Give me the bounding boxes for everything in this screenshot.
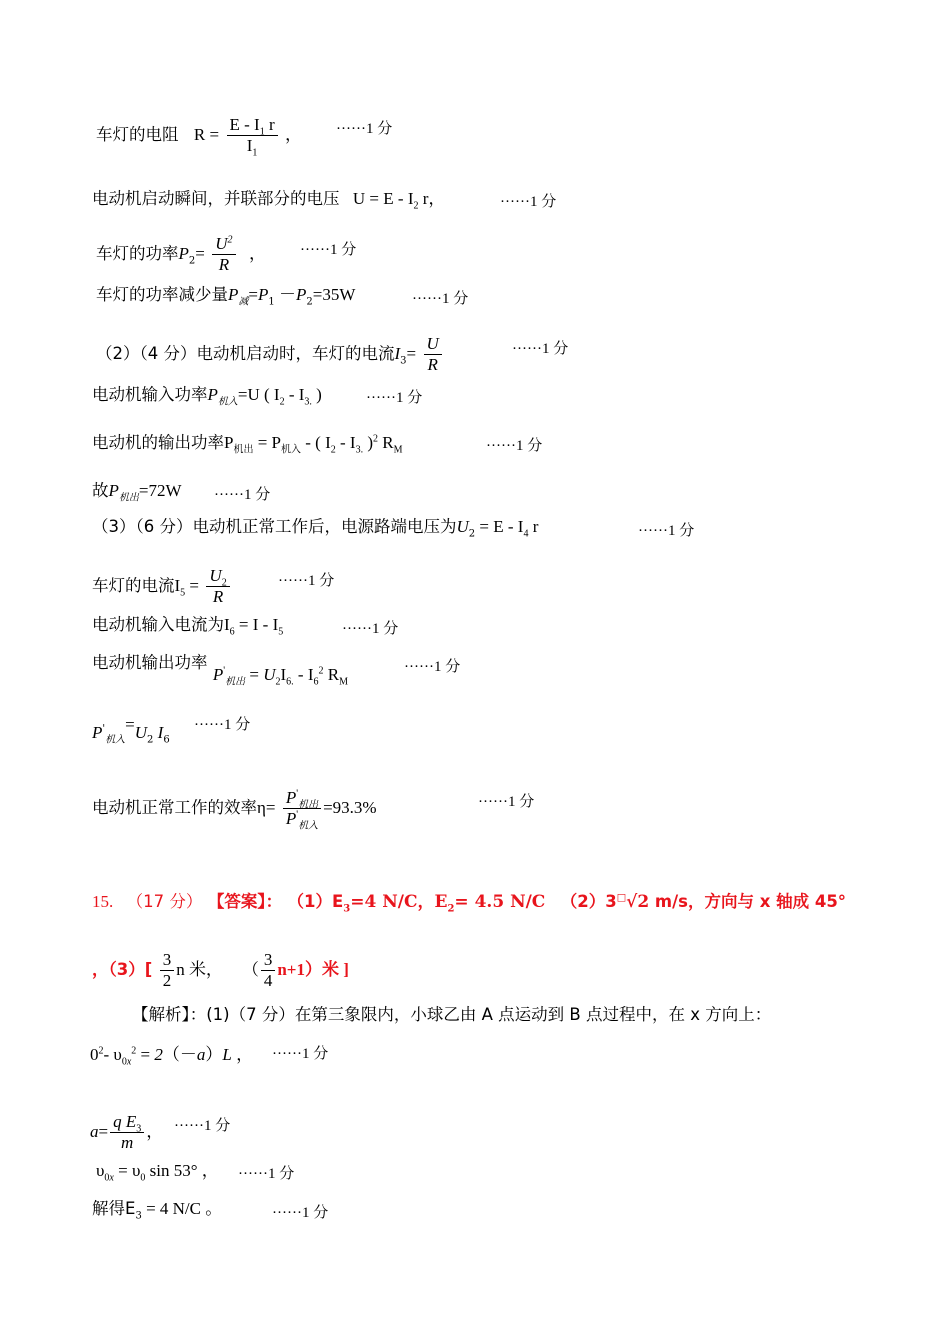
score-mark: ······1 分 <box>478 794 535 810</box>
line-tail: =35W <box>312 285 356 304</box>
line-text: 电动机的输出功率 <box>92 433 224 452</box>
line-text: 车灯的电阻 <box>96 125 179 144</box>
velocity-line: $\upsilon_{0x} = \upsilon_0$ sin 53° ， <box>96 1161 219 1184</box>
answer-part-1: （1）E <box>287 892 344 911</box>
resistance-line: 车灯的电阻 R = $\frac{E - I_1 r}{I_1}$ ， <box>96 115 303 159</box>
terminal-voltage-line: （3）（6 分）电动机正常工作后，电源路端电压为$U_2 = E - I_4$ r <box>92 517 539 540</box>
fraction: $\frac{q E_3}{m}$ <box>110 1112 144 1153</box>
answer-tail: n+1）米 ] <box>277 960 349 979</box>
line-tail: =93.3% <box>323 798 377 817</box>
score-mark: ······1 分 <box>366 390 423 406</box>
line-text: 电动机输入功率 <box>92 385 208 404</box>
solution-line: 解得$E_3 = 4$ N/C 。 <box>92 1199 223 1222</box>
answer-label: 【答案】 <box>207 892 266 911</box>
question-number: 15. <box>92 892 114 911</box>
line-text: 车灯的功率 <box>96 244 179 263</box>
fraction: $\frac{E - I_1 r}{I_1}$ <box>227 115 278 156</box>
input-power-line: 电动机输入功率$P_{机入}=U$ ( $I_2 - I_{3.}$ ) <box>92 385 322 408</box>
line-text: 电动机正常工作的效率 <box>92 798 257 817</box>
fraction: $\frac{3}{2}$ <box>160 950 175 991</box>
line-text: 电动机启动瞬间，并联部分的电压 <box>92 189 340 208</box>
line-text: （2）（4 分）电动机启动时，车灯的电流 <box>96 344 395 363</box>
lamp-current-line: （2）（4 分）电动机启动时，车灯的电流$I_3=$ $\frac{U}{R}$ <box>96 334 444 375</box>
solve-text: 解得E <box>92 1199 136 1218</box>
fraction: $\frac{U^2}{R}$ <box>212 234 235 275</box>
score-mark: ······1 分 <box>278 573 335 589</box>
answer-part-2: （2）3 <box>560 892 617 911</box>
line-text: 车灯的电流 <box>92 576 175 595</box>
score-mark: ······1 分 <box>638 523 695 539</box>
score-mark: ······1 分 <box>342 621 399 637</box>
q15-answer-line: 15. （17 分） 【答案】： $(1)E_3=4$ N/C，$E_2= 4.5$ N/C （2）3□√2 m/s，方向与 x 轴成 45° <box>92 892 847 915</box>
motor-input-power-line: $P'_{机入}=U_2$ $I_6$ <box>92 715 170 746</box>
output-power-line: 电动机的输出功率$P_{机出} = P_{机入}$ - ( $I_2 - I_{3.}$ )$^2$ $R_M$ <box>92 433 403 456</box>
score-mark: ······1 分 <box>272 1205 329 1221</box>
score-mark: ······1 分 <box>174 1118 231 1134</box>
answer-tail: m/s，方向与 x 轴成 45° <box>649 892 847 911</box>
q15-answer-line-2 <box>92 950 349 991</box>
line-text: 电动机输入电流为 <box>92 615 224 634</box>
acceleration-line: a= $\frac{q E_3}{m}$ ， <box>90 1112 164 1152</box>
score-mark: ······1 分 <box>486 438 543 454</box>
motor-current-line: 电动机输入电流为$I_6 = I - I_5$ <box>92 615 284 638</box>
line-text: 车灯的功率减少量 <box>96 285 228 304</box>
score-mark: ······1 分 <box>272 1046 329 1062</box>
analysis-text: ：(1)（7 分）在第三象限内，小球乙由 A 点运动到 B 点过程中，在 x 方向上： <box>189 1005 772 1024</box>
line-text: 故 <box>92 481 109 500</box>
efficiency-line: 电动机正常工作的效率η= $\frac{P'_{机出}}{P'_{机入}}$ =93.3% <box>92 788 377 832</box>
lamp-current-2-line: 车灯的电流$I_5$ = $\frac{U_2}{R}$ <box>92 566 232 607</box>
answer-text: n 米， <box>176 960 223 979</box>
score-mark: ······1 分 <box>512 341 569 357</box>
solve-tail: = 4 N/C 。 <box>141 1199 223 1218</box>
power-decrease-line: 车灯的功率减少量$P_减=P_1 -P_2=35W$ <box>96 285 356 308</box>
fraction: $\frac{U_2}{R}$ <box>206 566 229 607</box>
voltage-line: 电动机启动瞬间，并联部分的电压 $U = E - I_2$ r， <box>92 189 446 212</box>
answer-part-3: ，（3）[ <box>92 960 153 979</box>
fraction: $\frac{P'_{机出}}{P'_{机入}}$ <box>283 788 321 829</box>
equation-line: $0^2-$ $\upsilon_{0x}^2 = 2(-a)L$ ， <box>90 1045 254 1068</box>
analysis-line <box>132 1004 771 1026</box>
answer-value: = 4.5 N/C <box>454 892 546 912</box>
analysis-label: 【解析】 <box>132 1005 190 1024</box>
line-text: （3）（6 分）电动机正常工作后，电源路端电压为 <box>92 517 457 536</box>
score-mark: ······1 分 <box>412 291 469 307</box>
score-mark: ······1 分 <box>336 121 393 137</box>
line-tail: =72W <box>138 481 182 500</box>
fraction: $\frac{U}{R}$ <box>424 334 442 375</box>
fraction: $\frac{3}{4}$ <box>261 950 276 991</box>
score-mark: ······1 分 <box>500 194 557 210</box>
answer-value: =4 N/C，E <box>350 892 448 912</box>
score-mark: ······1 分 <box>214 487 271 503</box>
line-text: 电动机输出功率 <box>92 653 208 672</box>
answer-text: （ <box>242 960 259 979</box>
lamp-power-line: 车灯的功率$P_2=$ $\frac{U^2}{R}$ ， <box>96 234 266 274</box>
motor-output-line: 电动机输出功率 $P'_{机出} = U_2I_{6.} - I_6^2$ $R_M$ <box>92 653 348 688</box>
score-mark: ······1 分 <box>404 659 461 675</box>
score-mark: ······1 分 <box>238 1166 295 1182</box>
result-line: 故$P_{机出}=72W$ <box>92 481 182 504</box>
question-score: （17 分） <box>126 892 203 911</box>
score-mark: ······1 分 <box>194 717 251 733</box>
score-mark: ······1 分 <box>300 242 357 258</box>
